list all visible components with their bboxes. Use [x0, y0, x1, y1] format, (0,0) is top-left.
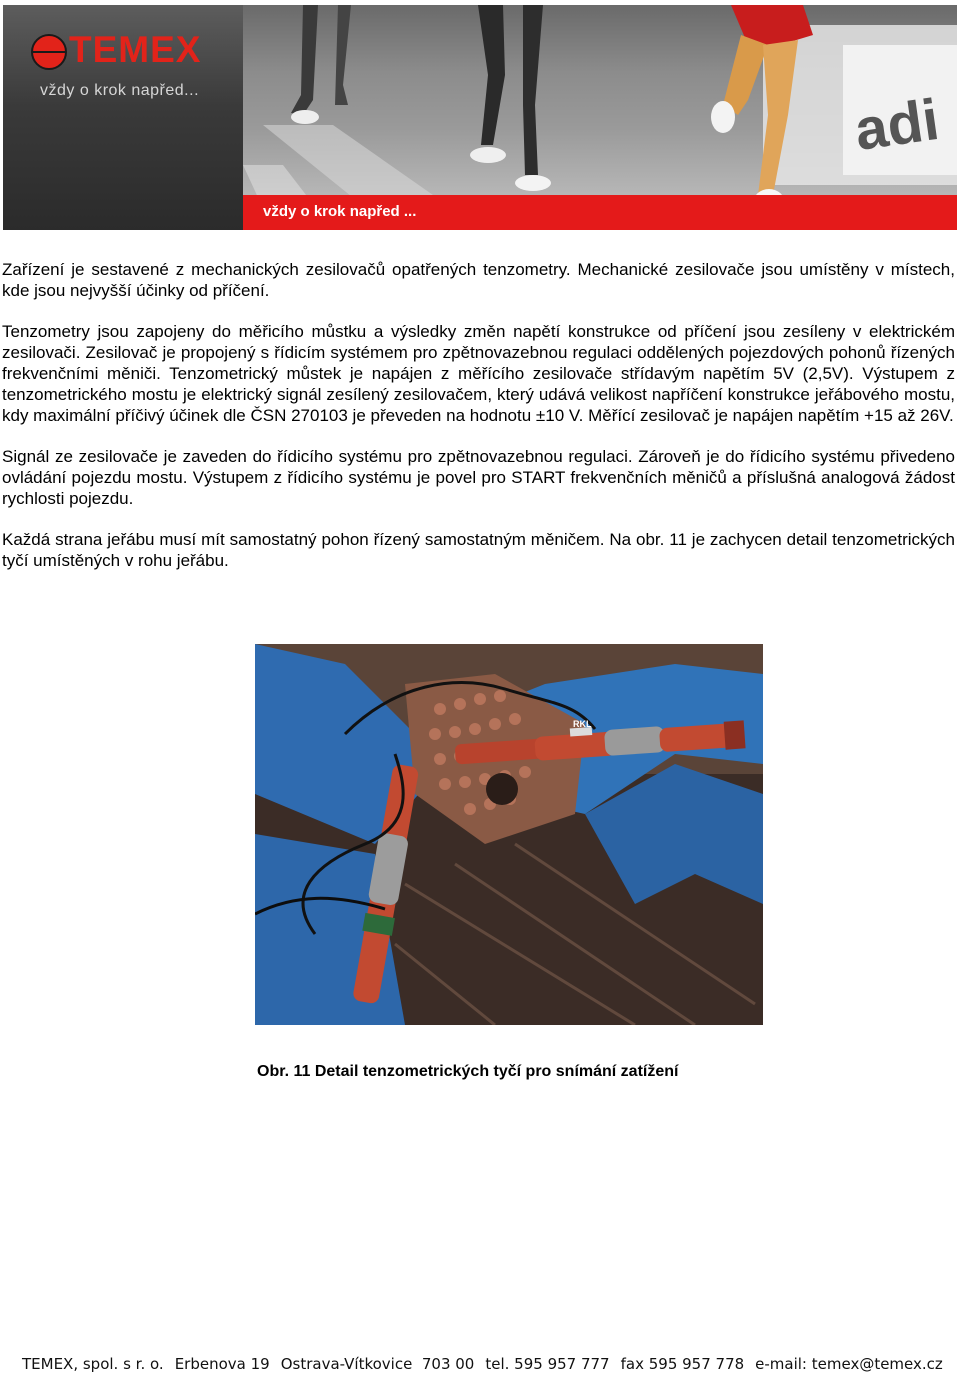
footer-email-link[interactable]: e-mail: temex@temex.cz: [755, 1355, 943, 1373]
logo-wordmark: TEMEX: [69, 29, 202, 70]
paragraph: Signál ze zesilovače je zaveden do řídicího systému pro zpětnovazebnou regulaci. Zároveň je do řídicího systému přivedeno ovládání pojezdu mostu. Výstupem z řídicího systému je povel pro START frekvenčních měničů a příslušná analogová žádost rychlosti pojezdu.: [2, 447, 955, 508]
rod-label-tag: RKL: [573, 719, 592, 729]
footer-phone: tel. 595 957 777: [485, 1355, 610, 1373]
figure-caption: Obr. 11 Detail tenzometrických tyčí pro snímání zatížení: [257, 1063, 679, 1080]
document-body: [2, 259, 955, 591]
footer-city: Ostrava-Vítkovice 703 00: [280, 1355, 475, 1373]
page-footer: [22, 1355, 954, 1373]
banner-tagline: vždy o krok napřed ...: [263, 203, 417, 220]
tagline-strip: [243, 195, 957, 230]
svg-text:adi: adi: [850, 86, 943, 163]
paragraph: Tenzometry jsou zapojeny do měřicího můstku a výsledky změn napětí konstrukce od příčení jsou zesíleny v elektrickém zesilovači. Zesilovač je propojený s řídicím systémem pro zpětnovazebnou regulaci oddělených pojezdových pohonů řízených frekvenčními měniči. Tenzometrický můstek je napájen z měřícího zesilovače střídavým napětím 5V (2,5V). Výstupem z tenzometrického mostu je elektrický signál zesílený zesilovačem, který udává velikost napříčení konstrukce jeřábového mostu, kdy maximální příčivý účinek dle ČSN 270103 je převeden na hodnotu ±10 V. Měřící zesilovač je napájen napětím +15 až 26V.: [2, 322, 955, 425]
temex-logo-mark-icon: [31, 34, 67, 70]
page-header-banner: [3, 5, 957, 230]
footer-company: TEMEX, spol. s r. o.: [22, 1355, 164, 1373]
footer-street: Erbenova 19: [174, 1355, 270, 1373]
paragraph: Zařízení je sestavené z mechanických zesilovačů opatřených tenzometry. Mechanické zesilovače jsou umístěny v místech, kde jsou nejvyšší účinky od příčení.: [2, 260, 955, 300]
logo-panel: [3, 5, 243, 230]
footer-fax: fax 595 957 778: [620, 1355, 745, 1373]
logo-tagline: vždy o krok napřed...: [40, 82, 200, 99]
strain-gauge-rods-photo: [255, 644, 763, 1025]
paragraph: Každá strana jeřábu musí mít samostatný pohon řízený samostatným měničem. Na obr. 11 je zachycen detail tenzometrických tyčí umístěných v rohu jeřábu.: [2, 530, 955, 570]
